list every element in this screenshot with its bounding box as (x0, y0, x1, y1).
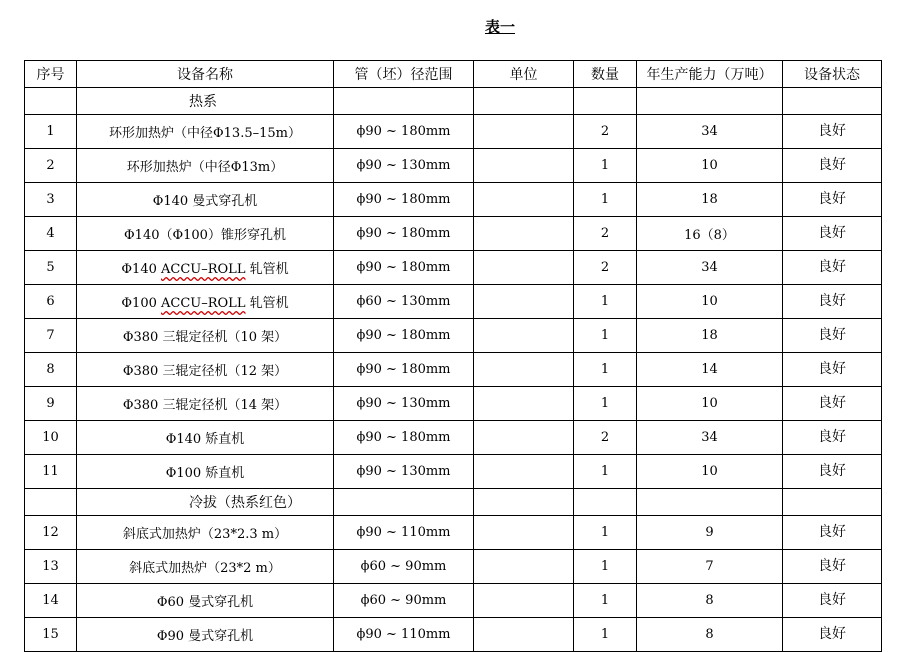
cell-capacity: 10 (637, 149, 783, 183)
section-empty-cell (334, 489, 474, 516)
table-row (25, 353, 882, 387)
cell-status: 良好 (783, 115, 882, 149)
cell-range: ϕ90 ~ 180mm (334, 251, 474, 285)
cell-status: 良好 (783, 455, 882, 489)
cell-name: Φ380 三辊定径机（12 架） (77, 353, 334, 387)
cell-capacity: 18 (637, 183, 783, 217)
cell-no: 15 (25, 618, 77, 652)
cell-capacity: 34 (637, 421, 783, 455)
cell-status: 良好 (783, 149, 882, 183)
col-header-range: 管（坯）径范围 (334, 61, 474, 88)
cell-qty: 1 (574, 183, 637, 217)
cell-no: 14 (25, 584, 77, 618)
cell-status: 良好 (783, 183, 882, 217)
cell-range: ϕ90 ~ 180mm (334, 353, 474, 387)
table-row (25, 618, 882, 652)
table-row (25, 584, 882, 618)
cell-unit (474, 584, 574, 618)
section-empty-cell (574, 489, 637, 516)
section-no-cell (25, 489, 77, 516)
cell-unit (474, 387, 574, 421)
cell-no: 3 (25, 183, 77, 217)
section-empty-cell (783, 489, 882, 516)
cell-range: ϕ90 ~ 110mm (334, 618, 474, 652)
section-empty-cell (474, 88, 574, 115)
cell-status: 良好 (783, 584, 882, 618)
cell-range: ϕ90 ~ 130mm (334, 455, 474, 489)
cell-qty: 1 (574, 353, 637, 387)
cell-name: Φ60 曼式穿孔机 (77, 584, 334, 618)
table-row (25, 387, 882, 421)
table-row (25, 115, 882, 149)
cell-status: 良好 (783, 319, 882, 353)
table-row (25, 421, 882, 455)
cell-range: ϕ60 ~ 90mm (334, 550, 474, 584)
cell-unit (474, 319, 574, 353)
cell-unit (474, 618, 574, 652)
cell-name: 环形加热炉（中径Φ13m） (77, 149, 334, 183)
section-no-cell (25, 88, 77, 115)
cell-unit (474, 217, 574, 251)
cell-unit (474, 183, 574, 217)
cell-qty: 2 (574, 115, 637, 149)
cell-name: Φ90 曼式穿孔机 (77, 618, 334, 652)
header-row (25, 61, 882, 88)
table-row (25, 550, 882, 584)
section-label: 冷拔（热系红色） (77, 489, 334, 516)
cell-name (77, 251, 334, 285)
cell-range: ϕ90 ~ 180mm (334, 319, 474, 353)
cell-name: Φ140 曼式穿孔机 (77, 183, 334, 217)
col-header-name: 设备名称 (77, 61, 334, 88)
cell-capacity: 34 (637, 251, 783, 285)
cell-capacity: 34 (637, 115, 783, 149)
table-row (25, 149, 882, 183)
cell-capacity: 8 (637, 618, 783, 652)
table-row (25, 285, 882, 319)
cell-range: ϕ90 ~ 180mm (334, 115, 474, 149)
table-row (25, 516, 882, 550)
cell-capacity: 9 (637, 516, 783, 550)
cell-capacity: 8 (637, 584, 783, 618)
cell-range: ϕ90 ~ 180mm (334, 421, 474, 455)
name-suffix: 轧管机 (245, 296, 289, 311)
cell-no: 1 (25, 115, 77, 149)
cell-range: ϕ90 ~ 110mm (334, 516, 474, 550)
section-empty-cell (574, 88, 637, 115)
cell-unit (474, 115, 574, 149)
cell-capacity: 7 (637, 550, 783, 584)
cell-capacity: 18 (637, 319, 783, 353)
table-row (25, 217, 882, 251)
cell-range: ϕ90 ~ 180mm (334, 183, 474, 217)
section-empty-cell (474, 489, 574, 516)
name-spellcheck-term: ACCU–ROLL (161, 296, 246, 311)
cell-unit (474, 353, 574, 387)
cell-range: ϕ60 ~ 90mm (334, 584, 474, 618)
cell-no: 10 (25, 421, 77, 455)
cell-no: 6 (25, 285, 77, 319)
col-header-status: 设备状态 (783, 61, 882, 88)
cell-status: 良好 (783, 285, 882, 319)
section-label: 热系 (77, 88, 334, 115)
name-spellcheck-term: ACCU–ROLL (161, 262, 246, 277)
cell-name: Φ380 三辊定径机（14 架） (77, 387, 334, 421)
cell-no: 13 (25, 550, 77, 584)
cell-unit (474, 455, 574, 489)
section-empty-cell (334, 88, 474, 115)
cell-status: 良好 (783, 251, 882, 285)
cell-unit (474, 550, 574, 584)
table-row (25, 183, 882, 217)
equipment-table (24, 60, 882, 652)
cell-capacity: 10 (637, 387, 783, 421)
cell-range: ϕ90 ~ 180mm (334, 217, 474, 251)
cell-name: Φ100 矫直机 (77, 455, 334, 489)
cell-name: 斜底式加热炉（23*2 m） (77, 550, 334, 584)
cell-unit (474, 421, 574, 455)
table-row (25, 251, 882, 285)
col-header-unit: 单位 (474, 61, 574, 88)
cell-no: 2 (25, 149, 77, 183)
cell-no: 9 (25, 387, 77, 421)
cell-name: Φ380 三辊定径机（10 架） (77, 319, 334, 353)
cell-qty: 1 (574, 285, 637, 319)
cell-no: 12 (25, 516, 77, 550)
cell-range: ϕ90 ~ 130mm (334, 149, 474, 183)
cell-qty: 1 (574, 149, 637, 183)
table-row (25, 455, 882, 489)
cell-status: 良好 (783, 387, 882, 421)
cell-range: ϕ90 ~ 130mm (334, 387, 474, 421)
cell-qty: 2 (574, 217, 637, 251)
cell-unit (474, 516, 574, 550)
cell-qty: 1 (574, 618, 637, 652)
cell-qty: 1 (574, 516, 637, 550)
cell-no: 8 (25, 353, 77, 387)
cell-status: 良好 (783, 421, 882, 455)
cell-no: 4 (25, 217, 77, 251)
name-prefix: Φ140 (121, 262, 161, 277)
cell-qty: 1 (574, 387, 637, 421)
cell-qty: 1 (574, 319, 637, 353)
cell-unit (474, 251, 574, 285)
cell-name: Φ140 矫直机 (77, 421, 334, 455)
cell-name: 斜底式加热炉（23*2.3 m） (77, 516, 334, 550)
col-header-qty: 数量 (574, 61, 637, 88)
cell-no: 5 (25, 251, 77, 285)
cell-no: 11 (25, 455, 77, 489)
cell-capacity: 10 (637, 285, 783, 319)
table-title: 表一 (484, 18, 515, 36)
cell-status: 良好 (783, 618, 882, 652)
col-header-capacity: 年生产能力（万吨） (637, 61, 783, 88)
cell-status: 良好 (783, 353, 882, 387)
section-empty-cell (637, 88, 783, 115)
col-header-no: 序号 (25, 61, 77, 88)
cell-capacity: 14 (637, 353, 783, 387)
cell-unit (474, 149, 574, 183)
cell-qty: 1 (574, 455, 637, 489)
cell-no: 7 (25, 319, 77, 353)
section-empty-cell (637, 489, 783, 516)
cell-qty: 1 (574, 550, 637, 584)
cell-qty: 2 (574, 251, 637, 285)
cell-name: Φ140（Φ100）锥形穿孔机 (77, 217, 334, 251)
name-suffix: 轧管机 (245, 262, 289, 277)
cell-status: 良好 (783, 217, 882, 251)
cell-range: ϕ60 ~ 130mm (334, 285, 474, 319)
section-row (25, 489, 882, 516)
cell-name (77, 285, 334, 319)
cell-qty: 1 (574, 584, 637, 618)
table-row (25, 319, 882, 353)
cell-unit (474, 285, 574, 319)
cell-capacity: 16（8） (637, 217, 783, 251)
section-row (25, 88, 882, 115)
cell-capacity: 10 (637, 455, 783, 489)
cell-status: 良好 (783, 516, 882, 550)
cell-name: 环形加热炉（中径Φ13.5–15m） (77, 115, 334, 149)
section-empty-cell (783, 88, 882, 115)
cell-status: 良好 (783, 550, 882, 584)
cell-qty: 2 (574, 421, 637, 455)
name-prefix: Φ100 (121, 296, 161, 311)
